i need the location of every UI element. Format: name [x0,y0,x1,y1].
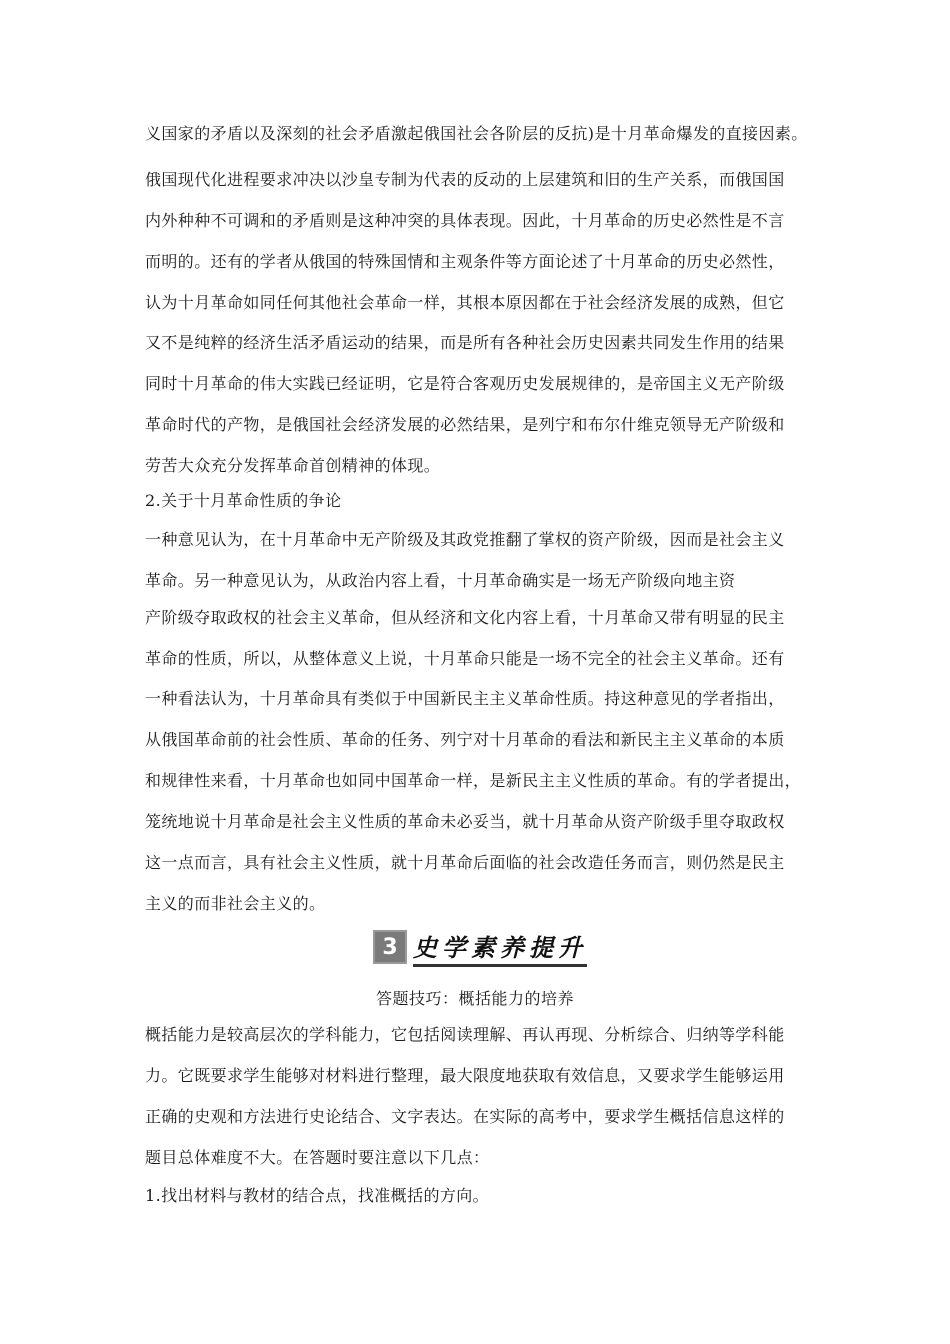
section-number-badge: 3 [373,930,407,964]
paragraph2-line: 革命。另一种意见认为，从政治内容上看，十月革命确实是一场无产阶级向地主资 [145,571,736,590]
paragraph1-line: 俄国现代化进程要求冲决以沙皇专制为代表的反动的上层建筑和旧的生产关系，而俄国国 [145,170,785,189]
paragraph1-line: 同时十月革命的伟大实践已经证明，它是符合客观历史发展规律的，是帝国主义无产阶级 [145,374,785,393]
section-banner [373,929,587,965]
paragraph3-line: 正确的史观和方法进行史论结合、文字表达。在实际的高考中，要求学生概括信息这样的 [145,1107,785,1126]
section-title: 史学素养提升 [413,932,587,962]
section-title-wrap [413,928,587,967]
paragraph2-line: 和规律性来看，十月革命也如同中国革命一样，是新民主主义性质的革命。有的学者提出， [145,771,802,790]
paragraph2-line: 革命的性质，所以，从整体意义上说，十月革命只能是一场不完全的社会主义革命。还有 [145,649,785,668]
paragraph1-line: 劳苦大众充分发挥革命首创精神的体现。 [145,456,441,475]
paragraph2-line: 这一点而言，具有社会主义性质，就十月革命后面临的社会改造任务而言，则仍然是民主 [145,853,785,872]
paragraph3-line: 概括能力是较高层次的学科能力，它包括阅读理解、再认再现、分析综合、归纳等学科能 [145,1025,785,1044]
point-item: 1.找出材料与教材的结合点，找准概括的方向。 [145,1186,490,1205]
paragraph2-line: 笼统地说十月革命是社会主义性质的革命未必妥当，就十月革命从资产阶级手里夺取政权 [145,812,785,831]
paragraph1-line: 革命时代的产物，是俄国社会经济发展的必然结果，是列宁和布尔什维克领导无产阶级和 [145,415,785,434]
paragraph2-line: 主义的而非社会主义的。 [145,894,326,913]
section-heading: 2.关于十月革命性质的争论 [145,491,342,510]
paragraph2-line: 一种看法认为，十月革命具有类似于中国新民主主义革命性质。持这种意见的学者指出， [145,689,785,708]
paragraph1-line: 认为十月革命如同任何其他社会革命一样，其根本原因都在于社会经济发展的成熟，但它 [145,293,785,312]
paragraph3-line: 题目总体难度不大。在答题时要注意以下几点： [145,1148,490,1167]
paragraph2-line: 产阶级夺取政权的社会主义革命，但从经济和文化内容上看，十月革命又带有明显的民主 [145,608,785,627]
paragraph2-line: 从俄国革命前的社会性质、革命的任务、列宁对十月革命的看法和新民主主义革命的本质 [145,730,785,749]
paragraph1-line: 义国家的矛盾以及深刻的社会矛盾激起俄国社会各阶层的反抗)是十月革命爆发的直接因素。 [145,124,808,143]
subheading: 答题技巧：概括能力的培养 [375,989,574,1008]
paragraph1-line: 又不是纯粹的经济生活矛盾运动的结果，而是所有各种社会历史因素共同发生作用的结果 [145,333,785,352]
paragraph2-line: 一种意见认为，在十月革命中无产阶级及其政党推翻了掌权的资产阶级，因而是社会主义 [145,530,785,549]
paragraph1-line: 内外种种不可调和的矛盾则是这种冲突的具体表现。因此，十月革命的历史必然性是不言 [145,211,785,230]
paragraph1-line: 而明的。还有的学者从俄国的特殊国情和主观条件等方面论述了十月革命的历史必然性， [145,252,785,271]
paragraph3-line: 力。它既要求学生能够对材料进行整理，最大限度地获取有效信息，又要求学生能够运用 [145,1066,785,1085]
section-title-underline [413,964,587,967]
